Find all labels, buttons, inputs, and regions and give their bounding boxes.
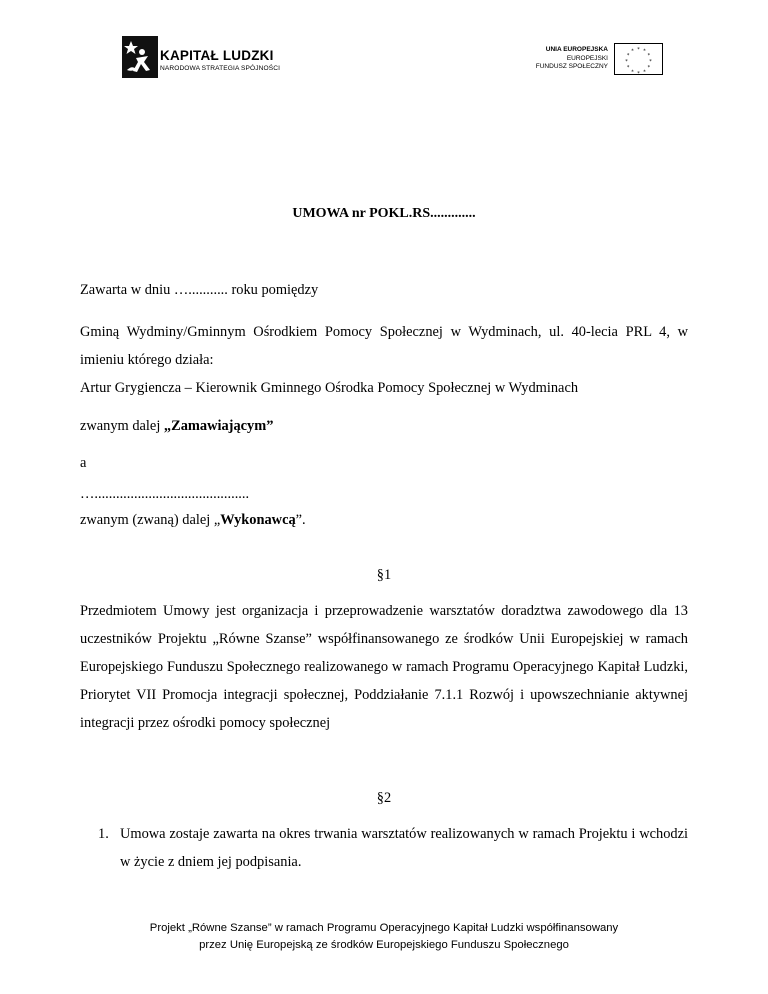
svg-text:*: * [647, 53, 651, 59]
eu-logo-text [488, 46, 608, 72]
eu-line-2: EUROPEJSKI [566, 54, 608, 62]
eu-line-3: FUNDUSZ SPOŁECZNY [535, 63, 608, 71]
kapital-ludzki-subtitle: NARODOWA STRATEGIA SPÓJNOŚCI [160, 65, 281, 72]
svg-text:*: * [649, 59, 652, 65]
svg-text:*: * [637, 47, 640, 53]
svg-text:*: * [626, 65, 630, 71]
footer-line-2: przez Unię Europejską ze środków Europejskiego Funduszu Społecznego [199, 939, 569, 951]
eu-line-1: UNIA EUROPEJSKA [545, 46, 608, 53]
svg-text:*: * [625, 59, 628, 65]
svg-text:*: * [643, 48, 646, 55]
kapital-ludzki-title: KAPITAŁ LUDZKI [160, 48, 274, 63]
eu-flag-icon [614, 43, 663, 75]
section2-item1-number: 1. [98, 826, 109, 842]
section2-heading: §2 [376, 790, 392, 806]
wykonawca-line [80, 506, 688, 534]
section1-paragraph: Przedmiotem Umowy jest organizacja i przeprowadzenie warsztatów doradztwa zawodowego dla 13 uczestników Projektu „Równe Szanse” współfinansowanego ze środków Unii Europejskiej w ramach Europejskiego Funduszu Społecznego realizowanego w ramach Programu Operacyjnego Kapitał Ludzki, Priorytet VII Promocja integracji społecznej, Poddziałanie 7.1.1 Rozwój i upowszechnianie aktywnej integracji przez ośrodki pomocy społecznej [80, 603, 688, 731]
kapital-ludzki-logo-icon [122, 36, 158, 78]
blank-line: …........................................... [80, 486, 250, 502]
svg-text:*: * [647, 65, 651, 71]
svg-text:*: * [631, 69, 634, 74]
party1-paragraph: Gminą Wydminy/Gminnym Ośrodkiem Pomocy Społecznej w Wydminach, ul. 40-lecia PRL 4, w imieniu którego działa: [80, 324, 688, 368]
and-line: a [80, 455, 87, 471]
svg-text:*: * [626, 53, 630, 59]
svg-text:*: * [643, 69, 646, 74]
wykonawca-prefix: zwanym (zwaną) dalej „ [80, 512, 221, 528]
svg-text:*: * [631, 48, 634, 55]
representative-line: Artur Grygiencza – Kierownik Gminnego Ośrodka Pomocy Społecznej w Wydminach [80, 380, 579, 396]
footer-line-1: Projekt „Równe Szanse” w ramach Programu Operacyjnego Kapitał Ludzki współfinansowany [149, 922, 619, 934]
zamawiajacy-prefix: zwanym dalej [80, 418, 164, 434]
wykonawca-name: Wykonawcą [220, 512, 296, 528]
zamawiajacy-line [80, 412, 688, 440]
section2-item1-text: Umowa zostaje zawarta na okres trwania warsztatów realizowanych w ramach Projektu i wchodzi w życie z dniem jej podpisania. [120, 826, 688, 870]
section1-heading: §1 [376, 567, 392, 583]
wykonawca-suffix: ”. [295, 512, 306, 528]
date-line: Zawarta w dniu …........... roku pomiędzy [80, 282, 319, 298]
document-title: UMOWA nr POKL.RS............. [292, 206, 476, 221]
zamawiajacy-name: „Zamawiającym” [163, 418, 274, 434]
svg-text:*: * [637, 71, 640, 74]
